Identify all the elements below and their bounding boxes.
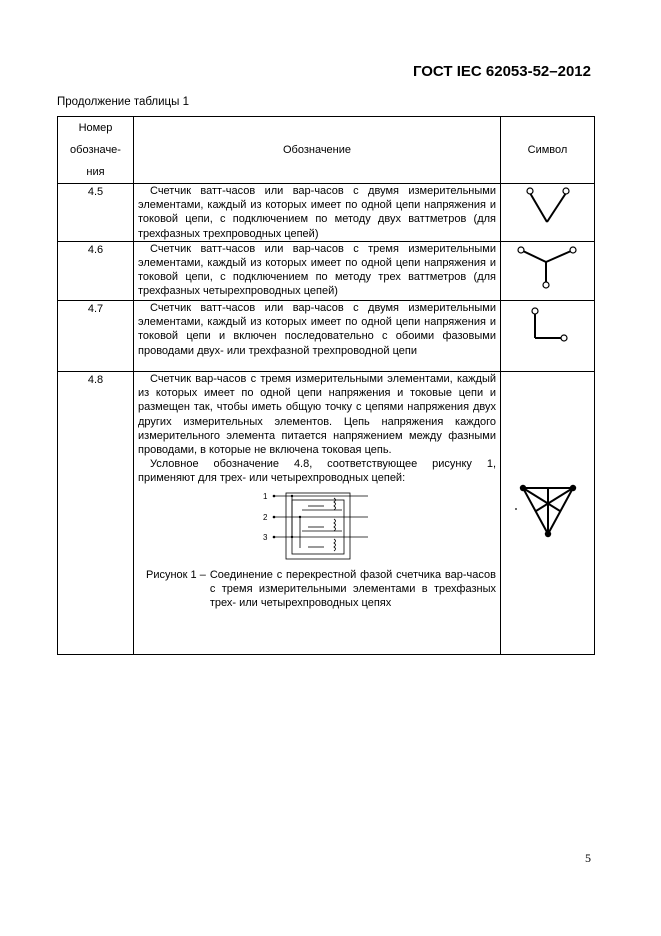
table-row (58, 301, 595, 372)
row-description (134, 241, 501, 300)
table-row (58, 184, 595, 242)
standard-designation: ГОСТ IEC 62053-52–2012 (412, 63, 591, 80)
figure-caption (138, 568, 496, 613)
y-symbol-icon (515, 242, 581, 296)
description-text-2: Условное обозначение 4.8, соответствующее рисунку 1, применяют для трех- или четырехпроводных цепей: (138, 458, 496, 485)
description-text: Счетчик ватт-часов или вар-часов с тремя измерительными элементами, каждый из которых имеет по одной цепи напряжения и токовой цепи, с подключением по методу трех ваттметров (для трехфазных четырехпроводных цепей) (138, 242, 496, 298)
table-row (58, 241, 595, 300)
page-number: 5 (585, 851, 591, 865)
header-symbol: Символ (501, 117, 595, 184)
figure-caption-text: Соединение с перекрестной фазой счетчика вар-часов с тремя измерительными элементами в трехфазных трех- или четырехпроводных цепях (209, 568, 496, 610)
row-description (134, 372, 501, 655)
symbol-cell (501, 241, 595, 300)
symbol-cell (501, 184, 595, 242)
row-description (134, 184, 501, 242)
figure-label-2: 2 (263, 512, 268, 522)
table-continuation-label: Продолжение таблицы 1 (57, 96, 190, 108)
l-symbol-icon (518, 301, 578, 351)
header-number: Номер обозначе- ния (58, 117, 134, 184)
symbols-table (57, 116, 595, 655)
description-text: Счетчик ватт-часов или вар-часов с двумя измерительными элементами, каждый из которых имеет по одной цепи напряжения и токовой цепи, с подключением по методу двух ваттметров (для трехфазных трехпроводных цепей) (138, 185, 496, 240)
row-description (134, 301, 501, 372)
figure-caption-label: Рисунок 1 – (146, 568, 206, 581)
row-number: 4.8 (58, 372, 134, 655)
description-text: Счетчик вар-часов с тремя измерительными элементами, каждый из которых имеет по одной цепи напряжения и токовые цепи и размещен так, чтобы иметь общую точку с цепями напряжения двух других измерительных элементов. Цепь напряжения каждого измерительного элемента питается напряжением между фазными проводами, в которые не включена токовая цепь. (138, 373, 496, 457)
header-designation: Обозначение (134, 117, 501, 184)
figure-label-1: 1 (263, 491, 268, 501)
table-header-row (58, 117, 595, 184)
symbol-cell (501, 301, 595, 372)
row-number: 4.7 (58, 301, 134, 372)
connection-diagram (262, 490, 372, 564)
row-number: 4.6 (58, 241, 134, 300)
row-number: 4.5 (58, 184, 134, 242)
symbol-cell (501, 372, 595, 655)
v-symbol-icon (518, 184, 578, 230)
figure-label-3: 3 (263, 532, 268, 542)
table-row (58, 372, 595, 655)
triangle-star-symbol-icon (513, 476, 583, 546)
description-text: Счетчик ватт-часов или вар-часов с двумя измерительными элементами, каждый из которых имеет по одной цепи напряжения и токовой цепи и включен последовательно с обоими фазовыми проводами двух- или трехфазной трехпроводной цепи (138, 302, 496, 357)
